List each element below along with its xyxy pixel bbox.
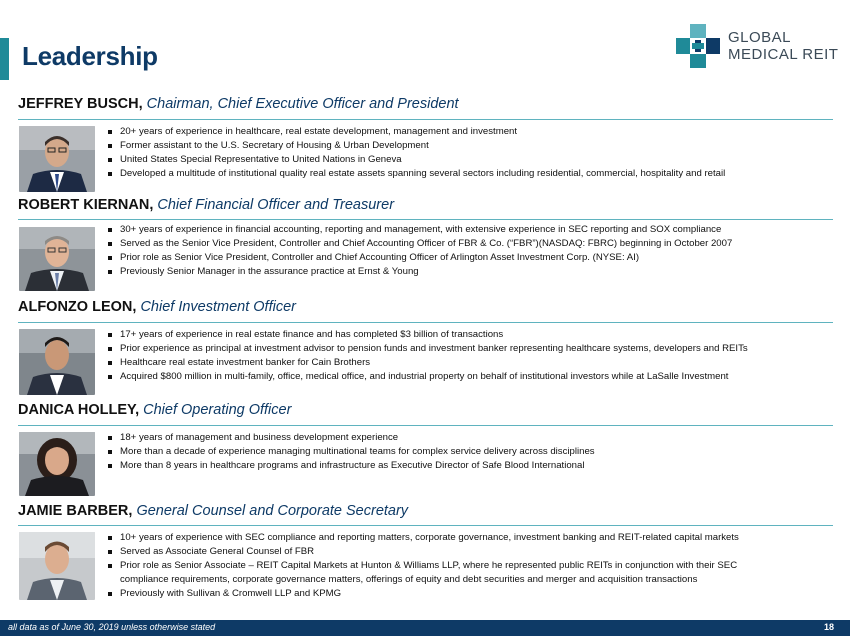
headshot-photo [19, 329, 95, 395]
experience-item: 30+ years of experience in financial accounting, reporting and management, with extensive experience in SEC reporting and SOX compliance [108, 223, 732, 237]
leader-name: JEFFREY BUSCH [18, 96, 139, 112]
experience-item: Served as the Senior Vice President, Controller and Chief Accounting Officer of FBR & Co. (“FBR”)(NASDAQ: FBRC) beginning in October 2007 [108, 237, 732, 251]
experience-item: Served as Associate General Counsel of FBR [108, 545, 739, 559]
section-divider [18, 119, 833, 120]
experience-item: More than 8 years in healthcare programs and infrastructure as Executive Director of Safe Blood International [108, 459, 595, 473]
experience-item: Developed a multitude of institutional quality real estate assets spanning several sectors including residential, commercial, hospitality and retail [108, 167, 725, 181]
leader-name: DANICA HOLLEY [18, 402, 136, 418]
experience-item: United States Special Representative to United Nations in Geneva [108, 153, 725, 167]
leader-role: Chairman, Chief Executive Officer and President [146, 96, 459, 112]
experience-item: Healthcare real estate investment banker for Cain Brothers [108, 356, 748, 370]
cross-logo-icon [676, 24, 720, 68]
headshot-photo [19, 227, 95, 291]
leader-name: JAMIE BARBER [18, 503, 129, 519]
section-divider [18, 219, 833, 220]
leader-separator: , [128, 503, 133, 519]
leader-heading [18, 96, 459, 112]
title-accent-bar [0, 38, 9, 80]
experience-item: Previously with Sullivan & Cromwell LLP and KPMG [108, 587, 739, 601]
headshot-photo [19, 532, 95, 600]
experience-item: Previously Senior Manager in the assurance practice at Ernst & Young [108, 265, 732, 279]
experience-item: 10+ years of experience with SEC compliance and reporting matters, corporate governance, investment banking and REIT-related capital markets [108, 531, 739, 545]
leader-role: Chief Financial Officer and Treasurer [157, 197, 395, 213]
experience-item-continuation: compliance requirements, corporate governance matters, offerings of equity and debt securities and merger and acquisition transactions [120, 574, 698, 585]
page-title: Leadership [22, 41, 158, 71]
leader-role: General Counsel and Corporate Secretary [136, 503, 409, 519]
experience-item: Acquired $800 million in multi-family, office, medical office, and industrial property on behalf of institutional investors while at LaSalle Investment [108, 370, 748, 384]
section-divider [18, 425, 833, 426]
experience-item: 20+ years of experience in healthcare, real estate development, management and investment [108, 125, 725, 139]
experience-item: 17+ years of experience in real estate finance and has completed $3 billion of transactions [108, 328, 748, 342]
footer-note: all data as of June 30, 2019 unless otherwise stated [8, 622, 216, 632]
experience-list [108, 125, 725, 181]
leader-heading [18, 402, 291, 418]
logo-line-1: GLOBAL [728, 29, 792, 46]
experience-item: 18+ years of management and business development experience [108, 431, 595, 445]
logo-line-2: MEDICAL REIT [728, 46, 839, 63]
experience-list [108, 431, 595, 473]
page-number: 18 [823, 622, 834, 632]
headshot-photo [19, 432, 95, 496]
leader-separator: , [149, 197, 154, 213]
experience-list [108, 223, 732, 279]
leader-separator: , [132, 299, 137, 315]
leader-separator: , [138, 96, 143, 112]
leader-separator: , [135, 402, 140, 418]
headshot-photo [19, 126, 95, 192]
leader-heading [18, 503, 408, 519]
leader-name: ROBERT KIERNAN [18, 197, 150, 213]
section-divider [18, 525, 833, 526]
experience-list [108, 328, 748, 384]
leader-role: Chief Operating Officer [143, 402, 292, 418]
experience-list [108, 531, 739, 601]
leader-role: Chief Investment Officer [140, 299, 296, 315]
leader-heading [18, 197, 394, 213]
leader-heading [18, 299, 296, 315]
experience-item: Prior role as Senior Vice President, Controller and Chief Accounting Officer of Arlington Asset Investment Corp. (NYSE: AI) [108, 251, 732, 265]
section-divider [18, 322, 833, 323]
experience-item: Prior experience as principal at investment advisor to pension funds and investment banker representing healthcare systems, developers and REITs [108, 342, 748, 356]
footer-bar [0, 620, 850, 636]
experience-item: More than a decade of experience managing multinational teams for complex service delivery across disciplines [108, 445, 595, 459]
experience-item: Prior role as Senior Associate – REIT Capital Markets at Hunton & Williams LLP, where he represented public REITs in conjunction with their SEC [108, 559, 739, 573]
experience-item: Former assistant to the U.S. Secretary of Housing & Urban Development [108, 139, 725, 153]
company-logo [676, 24, 844, 68]
leader-name: ALFONZO LEON [18, 299, 133, 315]
